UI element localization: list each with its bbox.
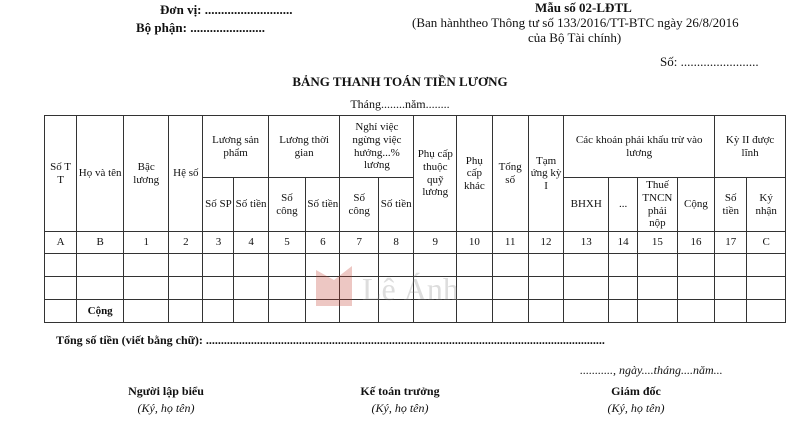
column-index-cell: 8 <box>379 232 414 254</box>
column-index-cell: 7 <box>340 232 379 254</box>
header-time-amount: Số tiền <box>306 178 340 232</box>
header-allowance-other: Phụ cấp khác <box>457 116 492 232</box>
preparer-title: Người lập biểu <box>128 384 204 398</box>
director-note: (Ký, họ tên) <box>607 401 665 415</box>
header-product-amount: Số tiền <box>234 178 268 232</box>
header-period2-sign: Ký nhận <box>747 178 786 232</box>
document-title: BẢNG THANH TOÁN TIỀN LƯƠNG <box>292 74 508 89</box>
column-index-cell: 17 <box>715 232 747 254</box>
column-index-cell: 1 <box>124 232 169 254</box>
document-period: Tháng........năm........ <box>350 97 450 111</box>
header-advance: Tạm ứng kỳ I <box>528 116 563 232</box>
column-index-row <box>45 232 786 254</box>
director-title: Giám đốc <box>611 384 661 398</box>
header-bhxh: BHXH <box>564 178 609 232</box>
form-issuer-note: của Bộ Tài chính) <box>528 30 622 45</box>
header-product-wage: Lương sản phẩm <box>203 116 268 178</box>
preparer-note: (Ký, họ tên) <box>137 401 195 415</box>
form-code: Mẫu số 02-LĐTL <box>535 0 632 15</box>
header-pit: Thuế TNCN phải nộp <box>638 178 678 232</box>
column-index-cell: 11 <box>492 232 528 254</box>
column-index-cell: 15 <box>638 232 678 254</box>
header-deduct-sum: Cộng <box>677 178 714 232</box>
column-index-cell: 12 <box>528 232 563 254</box>
header-allowance-wage: Phụ cấp thuộc quỹ lương <box>414 116 457 232</box>
header-leave-wage: Nghỉ việc ngừng việc hưởng...% lương <box>340 116 414 178</box>
brand-watermark <box>312 262 492 310</box>
column-index-cell: 10 <box>457 232 492 254</box>
header-period2: Kỳ II được lĩnh <box>715 116 786 178</box>
form-issued-note: (Ban hànhtheo Thông tư số 133/2016/TT-BTC ngày 26/8/2016 <box>412 15 739 30</box>
total-label: Cộng <box>77 300 124 323</box>
column-index-cell: 4 <box>234 232 268 254</box>
column-index-cell: 9 <box>414 232 457 254</box>
column-index-cell: 5 <box>268 232 305 254</box>
header-product-qty: Số SP <box>203 178 234 232</box>
header-period2-amount: Số tiền <box>715 178 747 232</box>
column-index-cell: 16 <box>677 232 714 254</box>
accountant-note: (Ký, họ tên) <box>371 401 429 415</box>
date-line: ..........., ngày....tháng....năm... <box>580 363 723 377</box>
signature-preparer <box>86 384 246 416</box>
header-stt: Số T T <box>45 116 77 232</box>
header-deductions: Các khoản phải khấu trừ vào lương <box>564 116 715 178</box>
total-in-words: Tổng số tiền (viết bằng chữ): ..................................................................................................................................... <box>56 333 605 347</box>
header-leave-days: Số công <box>340 178 379 232</box>
signature-director <box>556 384 716 416</box>
column-index-cell: 3 <box>203 232 234 254</box>
header-name: Họ và tên <box>77 116 124 232</box>
column-index-cell: 14 <box>609 232 638 254</box>
document-number: Số: ........................ <box>660 54 759 69</box>
column-index-cell: B <box>77 232 124 254</box>
header-time-days: Số công <box>268 178 305 232</box>
column-index-cell: 13 <box>564 232 609 254</box>
column-index-cell: C <box>747 232 786 254</box>
org-department-label: Bộ phận: ....................... <box>136 20 265 35</box>
column-index-cell: 6 <box>306 232 340 254</box>
column-index-cell: A <box>45 232 77 254</box>
header-coefficient: Hệ số <box>169 116 203 232</box>
header-total: Tổng số <box>492 116 528 232</box>
header-deduct-other: ... <box>609 178 638 232</box>
brand-logo-icon <box>316 266 352 306</box>
org-unit-label: Đơn vị: ........................... <box>160 2 293 17</box>
header-grade: Bậc lương <box>124 116 169 232</box>
header-leave-amount: Số tiền <box>379 178 414 232</box>
brand-name: Lê Ánh <box>362 271 459 307</box>
signature-accountant <box>320 384 480 416</box>
header-time-wage: Lương thời gian <box>268 116 340 178</box>
column-index-cell: 2 <box>169 232 203 254</box>
accountant-title: Kế toán trưởng <box>360 384 440 398</box>
